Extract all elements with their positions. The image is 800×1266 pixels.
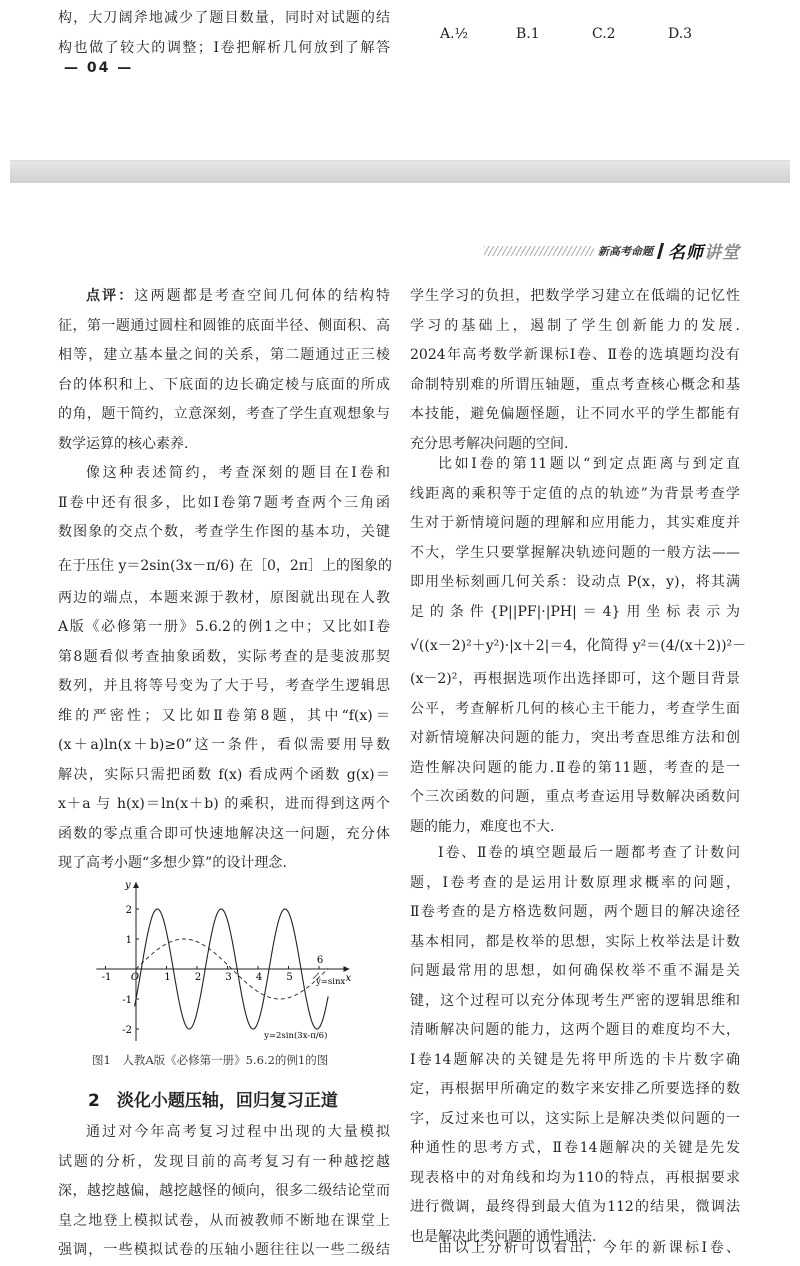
y-tick-label: 1 [125, 935, 132, 946]
text-line: 通过对今年高考复习过程中出现的大量模拟 [86, 1124, 390, 1140]
right-paragraph-2 [410, 450, 747, 842]
text-line: 题，Ⅰ卷考查的是运用计数原理求概率的问题， [410, 874, 740, 891]
x-tick-label: 2 [194, 972, 202, 983]
text-line: 进行微调，最终得到最大值为112的结果，微调法 [410, 1199, 740, 1215]
text-line: 也是解决此类问题的通性通法. [410, 1228, 597, 1245]
option-b: B.1 [516, 26, 540, 42]
text-line: 的角，题干简约，立意深刻，考查了学生直观想象与 [58, 406, 390, 422]
series-label-sinx: y=sinx [315, 977, 346, 987]
text-line: 数图象的交点个数，考查学生作图的基本功，关键 [58, 524, 390, 540]
text-line: 命制特别难的所谓压轴题，重点考查核心概念和基 [410, 376, 740, 393]
text-line: 键，这个过程可以充分体现考生严密的逻辑思维和 [410, 992, 740, 1009]
text-line: (x－2)²，再根据选项作出选择即可，这个题目背景 [410, 671, 740, 687]
text-line: 定，再根据甲所确定的数字来安排乙所要选择的数 [410, 1081, 740, 1097]
text-line: 第8题看似考查抽象函数，实际考查的是斐波那契 [58, 648, 390, 665]
option-c: C.2 [592, 26, 616, 42]
figure-caption: 图1 人教A版《必修第一册》5.6.2的例1的图 [92, 1053, 329, 1067]
x-tick-label: 4 [255, 972, 263, 983]
text-line: 不大，学生只要掌握解决轨迹问题的一般方法—— [410, 544, 740, 561]
text-line [58, 282, 390, 312]
page-separator [10, 160, 790, 183]
x-tick-label: -1 [101, 972, 112, 983]
text-line-formula: 在于压住 y＝2sin(3x－π/6) 在［0，2π］上的图象的 [58, 557, 392, 574]
text-line: 问题最常用的思想，如何确保枚举不重不漏是关 [410, 963, 740, 979]
text-line: 充分思考解决问题的空间. [410, 435, 569, 452]
x-tick-label: 3 [225, 972, 232, 983]
text-line: 数学运算的核心素养. [58, 435, 189, 452]
text-line: 学习的基础上，遏制了学生创新能力的发展. [410, 317, 740, 334]
tag-title-b: 讲堂 [704, 243, 740, 263]
text-line: 学生学习的负担，把数学学习建立在低端的记忆性 [410, 288, 740, 304]
text-line: 基本相同，都是枚举的思想，实际上枚举法是计数 [410, 933, 740, 950]
x-axis-label: x [345, 973, 352, 984]
x-tick-label: O [130, 972, 140, 983]
right-paragraph-1 [410, 282, 740, 459]
left-paragraph-1 [58, 282, 390, 459]
y-axis-label: y [125, 880, 131, 891]
text-line: 解决，实际只需把函数 f(x) 看成两个函数 g(x)＝ [58, 766, 390, 783]
text-line: 现表格中的对角线和均为110的特点，再根据要求 [410, 1169, 740, 1186]
text-line: Ⅰ卷14题解决的关键是先将甲所选的卡片数字确 [410, 1051, 740, 1068]
text-line: 生对于新情境问题的理解和应用能力，其实难度并 [410, 515, 740, 531]
text-line: Ⅱ卷考查的是方格选数问题，两个题目的解决途径 [410, 904, 740, 920]
text-line: 即用坐标刻画几何关系：设动点 P(x，y)，将其满 [410, 574, 740, 590]
text-line: 题的能力，难度也不大. [410, 818, 555, 835]
y-tick-label: 2 [125, 905, 132, 916]
function-graph-figure [92, 878, 362, 1050]
text-line: 清晰解决问题的能力，这两个题目的难度均不大， [410, 1022, 740, 1038]
text-line: Ⅱ卷中还有很多，比如Ⅰ卷第7题考查两个三角函 [58, 494, 390, 511]
text-line: 由以上分析可以看出，今年的新课标Ⅰ卷、 [438, 1240, 740, 1256]
text-line: 公平，考查解析几何的核心主干能力，考查学生面 [410, 700, 740, 717]
text-line: 种通性的思考方式，Ⅱ卷14题解决的关键是先发 [410, 1140, 740, 1156]
text-line: x＋a 与 h(x)＝ln(x＋b) 的乘积，进而得到这两个 [58, 796, 390, 812]
text-line: 造性解决问题的能力.Ⅱ卷的第11题，考查的是一 [410, 759, 740, 776]
tag-divider [657, 243, 664, 259]
left-paragraph-2 [58, 459, 390, 879]
right-paragraph-3 [410, 839, 740, 1252]
text-line: 两边的端点，本题来源于教材，原图就出现在人教 [58, 589, 390, 606]
text-line: 相等，建立基本量之间的关系，第二题通过正三棱 [58, 347, 390, 363]
tag-title-a: 名师 [668, 243, 704, 263]
comment-label: 点评： [86, 288, 135, 304]
hatch-decoration [484, 246, 594, 256]
text-line: A版《必修第一册》5.6.2的例1之中；又比如Ⅰ卷 [58, 619, 390, 635]
tag-small-text: 新高考命题 [598, 244, 653, 258]
tag-title [668, 238, 740, 263]
text-line: 试题的分析，发现目前的高考复习有一种越挖越 [58, 1153, 390, 1170]
text-line: 强调，一些模拟试卷的压轴小题往往以一些二级结 [58, 1242, 390, 1258]
text-line: 皇之地登上模拟试卷，从而被教师不断地在课堂上 [58, 1212, 390, 1229]
left-paragraph-3 [58, 1118, 390, 1266]
y-tick-label: -1 [122, 995, 132, 1006]
text-line: 现了高考小题“多想少算”的设计理念. [58, 855, 287, 871]
text-line: 个三次函数的问题，重点考查运用导数解决函数问 [410, 789, 740, 805]
text-line: 数列，并且将等号变为了大于号，考查学生逻辑思 [58, 678, 390, 694]
text-line: 线距离的乘积等于定值的点的轨迹”为背景考查学 [410, 485, 740, 502]
x-tick-label: 5 [286, 972, 293, 983]
text-line: 征，第一题通过圆柱和圆锥的底面半径、侧面积、高 [58, 317, 390, 334]
y-axis-arrow [133, 882, 139, 888]
text-line: 构也做了较大的调整；Ⅰ卷把解析几何放到了解答 [58, 39, 390, 56]
right-paragraph-4 [410, 1234, 740, 1264]
text-line: 像这种表述简约，考查深刻的题目在Ⅰ卷和 [86, 465, 390, 481]
text-line: (x＋a)ln(x＋b)≥0”这一条件，看似需要用导数 [58, 737, 390, 753]
text-line: 比如Ⅰ卷的第11题以“到定点距离与到定直 [438, 456, 740, 472]
text-line: 字，反过来也可以，这实际上是解决类似问题的一 [410, 1110, 740, 1127]
top-left-text [58, 4, 390, 63]
option-d: D.3 [668, 26, 693, 42]
section-title: 2 淡化小题压轴，回归复习正道 [88, 1091, 338, 1111]
text-line: Ⅰ卷、Ⅱ卷的填空题最后一题都考查了计数问 [438, 845, 740, 861]
text-line: 台的体积和上、下底面的边长确定棱与底面的所成 [58, 376, 390, 393]
page-number: — 04 — [64, 60, 134, 76]
text-line: 构，大刀阔斧地减少了题目数量，同时对试题的结 [58, 10, 390, 26]
x-tick-label: 6 [316, 955, 324, 966]
text-line-formula: √((x－2)²＋y²)·|x＋2|＝4，化简得 y²＝(4/(x＋2))²－ [410, 638, 747, 654]
text-line: 2024年高考数学新课标Ⅰ卷、Ⅱ卷的选填题均没有 [410, 347, 740, 363]
x-tick-label: 1 [164, 972, 171, 983]
text-line: 本技能，避免偏题怪题，让不同水平的学生都能有 [410, 406, 740, 422]
series-label-main: y=2sin(3x-π/6) [264, 1031, 328, 1041]
comment-text: 这两题都是考查空间几何体的结构特 [134, 288, 391, 304]
option-a: A.½ [440, 26, 469, 42]
text-line: 足的条件{P||PF|·|PH|＝4}用坐标表示为 [410, 603, 740, 620]
column-header-tag [484, 238, 740, 263]
text-line: 深，越挖越偏，越挖越怪的倾向，很多二级结论堂而 [58, 1183, 390, 1199]
text-line: 对新情境解决问题的能力，突出考查思维方法和创 [410, 730, 740, 746]
text-line: 函数的零点重合即可快速地解决这一问题，充分体 [58, 825, 390, 842]
x-axis-arrow [344, 966, 350, 972]
text-line: 维的严密性；又比如Ⅱ卷第8题，其中“f(x)＝ [58, 707, 390, 724]
y-tick-label: -2 [122, 1025, 132, 1036]
